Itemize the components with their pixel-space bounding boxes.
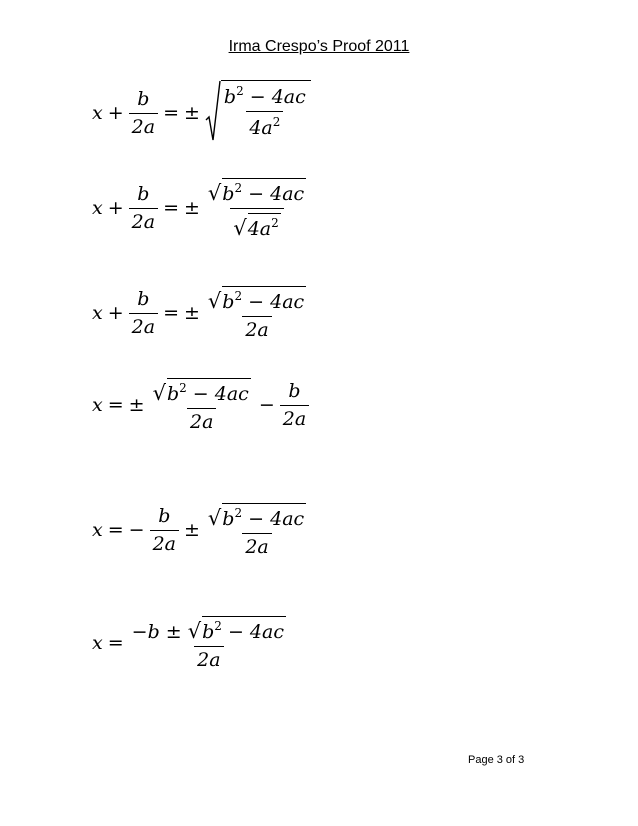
page-title: Irma Crespo’s Proof 2011 [228,38,410,55]
page-number: Page 3 of 3 [468,754,525,766]
equation-6: x = −b ± √ $b^2 - 4ac$ 2a [92,616,289,670]
equation-1: x + $\frac{b}{2a}$ = ± $\frac{b^2 - 4ac}{4a^2}$ [92,80,311,146]
equation-4: x = ± √ $b^2 - 4ac$ 2a − $\frac{b}{2a}$ [92,378,309,432]
equation-2: x + $\frac{b}{2a}$ = ± √ $b^2 - 4ac$ √ $4a^2$ [92,178,309,239]
equation-3: x + $\frac{b}{2a}$ = ± √ $b^2 - 4ac$ 2a [92,287,305,341]
equation-5: x = − $\frac{b}{2a}$ ± √ $b^2 - 4ac$ 2a [92,504,305,558]
